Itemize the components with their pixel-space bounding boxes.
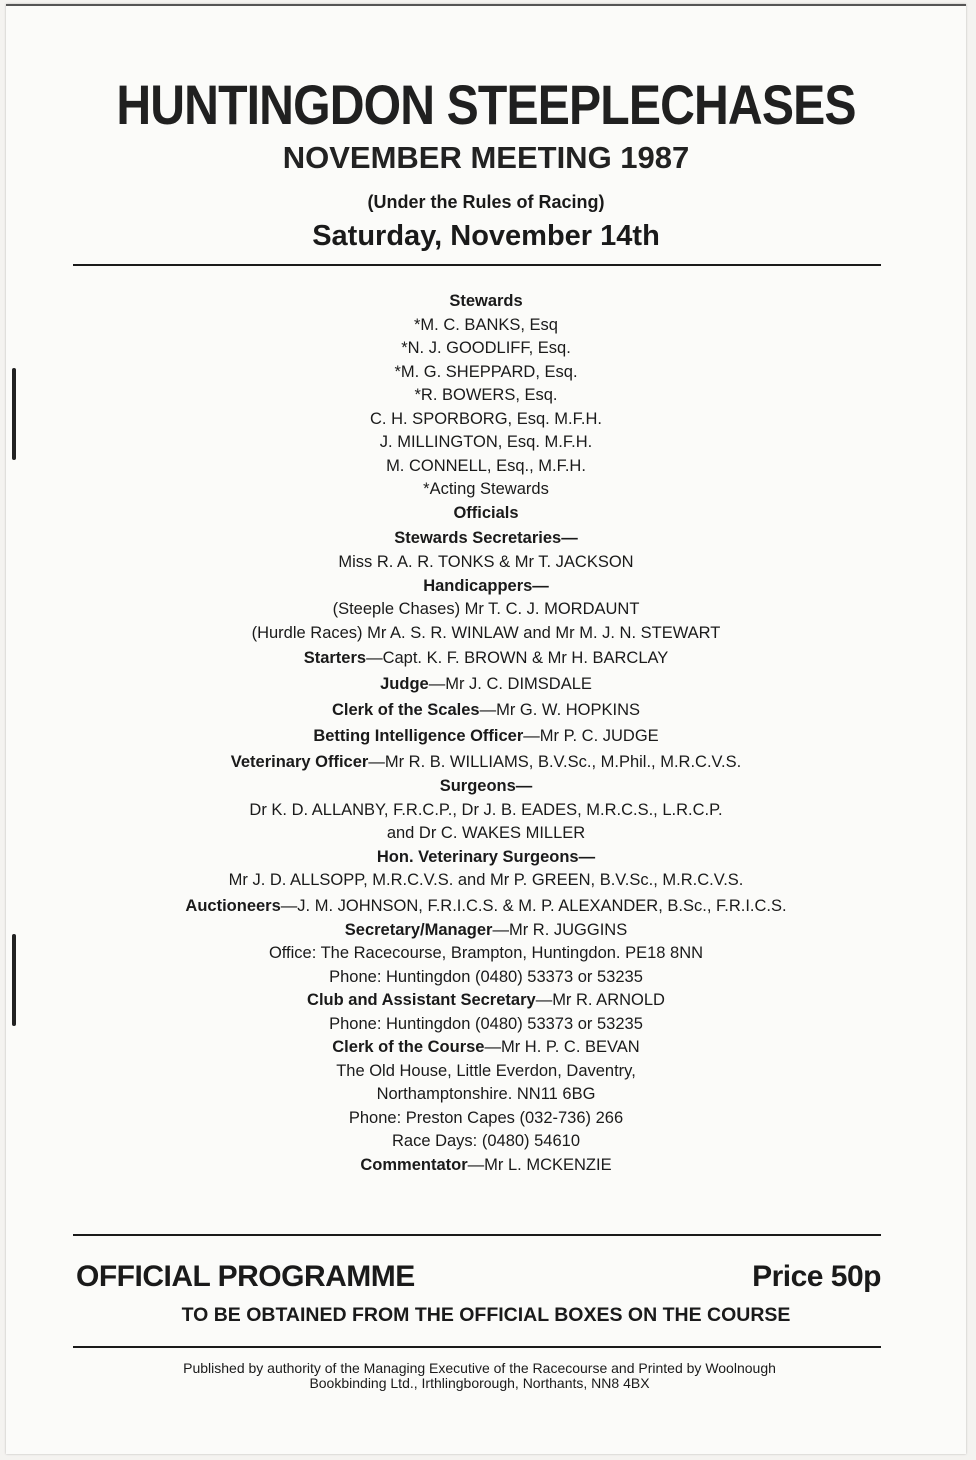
- footer-row: [76, 1260, 881, 1294]
- steward-name: *M. G. SHEPPARD, Esq.: [394, 362, 578, 381]
- officials-heading: Officials: [453, 503, 519, 522]
- betting-officer-value: —Mr P. C. JUDGE: [523, 727, 659, 745]
- commentator-line: [6, 1154, 966, 1178]
- acting-stewards-note: *Acting Stewards: [423, 480, 549, 498]
- handicappers-label: Handicappers—: [423, 576, 549, 595]
- office-address: Office: The Racecourse, Brampton, Huntingdon. PE18 8NN: [268, 944, 704, 962]
- commentator-value: —Mr L. MCKENZIE: [467, 1155, 612, 1174]
- starters-value: —Capt. K. F. BROWN & Mr H. BARCLAY: [366, 649, 669, 667]
- auctioneers-line: [6, 893, 966, 919]
- steward-name: C. H. SPORBORG, Esq. M.F.H.: [370, 409, 602, 428]
- steward-name: *R. BOWERS, Esq.: [414, 386, 558, 404]
- judge-label: Judge: [380, 675, 429, 693]
- divider-footer: [73, 1346, 881, 1348]
- steward-name: *M. C. BANKS, Esq: [414, 315, 558, 334]
- race-days-phone: Race Days: (0480) 54610: [391, 1132, 581, 1150]
- divider-bottom: [73, 1234, 881, 1236]
- auctioneers-label: Auctioneers: [185, 896, 281, 915]
- club-secretary-label: Club and Assistant Secretary: [307, 991, 536, 1009]
- surgeons-line-1: Dr K. D. ALLANBY, F.R.C.P., Dr J. B. EADES, M.R.C.S., L.R.C.P.: [249, 800, 723, 819]
- meeting-subtitle: NOVEMBER MEETING 1987: [282, 140, 690, 175]
- judge-line: [6, 671, 966, 697]
- clerk-course-label: Clerk of the Course: [332, 1038, 485, 1056]
- clerk-address-1: The Old House, Little Everdon, Daventry,: [336, 1061, 636, 1080]
- secretary-line: [6, 919, 966, 943]
- officials-list: [6, 290, 966, 1177]
- clerk-phone: Phone: Preston Capes (032-736) 266: [348, 1108, 624, 1127]
- clerk-course-line: [6, 1036, 966, 1060]
- commentator-label: Commentator: [360, 1155, 468, 1174]
- vet-officer-line: [6, 749, 966, 775]
- handicappers-hurdle: (Hurdle Races) Mr A. S. R. WINLAW and Mr M. J. N. STEWART: [251, 623, 721, 642]
- starters-label: Starters: [303, 649, 367, 667]
- clerk-address-2: Northamptonshire. NN11 6BG: [376, 1085, 596, 1103]
- stewards-heading: Stewards: [449, 292, 523, 310]
- programme-page: [6, 4, 966, 1454]
- steward-name: J. MILLINGTON, Esq. M.F.H.: [379, 433, 593, 451]
- clerk-course-value: —Mr H. P. C. BEVAN: [484, 1038, 640, 1056]
- judge-value: —Mr J. C. DIMSDALE: [428, 675, 592, 693]
- office-phone: Phone: Huntingdon (0480) 53373 or 53235: [329, 967, 643, 986]
- publisher-note: [72, 1361, 887, 1391]
- obtain-note: TO BE OBTAINED FROM THE OFFICIAL BOXES ON THE COURSE: [181, 1304, 791, 1326]
- steward-name: *N. J. GOODLIFF, Esq.: [401, 339, 571, 357]
- hon-vet-label: Hon. Veterinary Surgeons—: [376, 847, 596, 866]
- publisher-line-1: Published by authority of the Managing Executive of the Racecourse and Printed by Woolnough: [183, 1360, 776, 1376]
- vet-officer-label: Veterinary Officer: [230, 753, 369, 771]
- surgeons-label: Surgeons—: [439, 777, 533, 795]
- handicappers-steeple: (Steeple Chases) Mr T. C. J. MORDAUNT: [332, 600, 640, 618]
- page-title: HUNTINGDON STEEPLECHASES: [116, 73, 856, 136]
- steward-name: M. CONNELL, Esq., M.F.H.: [386, 456, 586, 475]
- price-label: Price 50p: [752, 1260, 881, 1293]
- club-secretary-line: [6, 989, 966, 1013]
- clerk-scales-label: Clerk of the Scales: [331, 701, 480, 719]
- divider-top: [73, 264, 881, 266]
- starters-line: [6, 645, 966, 671]
- betting-officer-label: Betting Intelligence Officer: [313, 727, 524, 745]
- secretary-label: Secretary/Manager: [344, 920, 493, 939]
- meeting-date: Saturday, November 14th: [312, 220, 660, 252]
- club-secretary-value: —Mr R. ARNOLD: [535, 991, 665, 1009]
- publisher-line-2: Bookbinding Ltd., Irthlingborough, Northants, NN8 4BX: [309, 1375, 650, 1391]
- stewards-secretaries-value: Miss R. A. R. TONKS & Mr T. JACKSON: [338, 553, 634, 571]
- surgeons-line-2: and Dr C. WAKES MILLER: [386, 824, 586, 842]
- secretary-value: —Mr R. JUGGINS: [492, 920, 628, 939]
- vet-officer-value: —Mr R. B. WILLIAMS, B.V.Sc., M.Phil., M.R.C.V.S.: [368, 753, 742, 771]
- clerk-scales-line: [6, 697, 966, 723]
- hon-vet-value: Mr J. D. ALLSOPP, M.R.C.V.S. and Mr P. GREEN, B.V.Sc., M.R.C.V.S.: [228, 871, 744, 889]
- official-programme-label: OFFICIAL PROGRAMME: [76, 1260, 415, 1293]
- auctioneers-value: —J. M. JOHNSON, F.R.I.C.S. & M. P. ALEXANDER, B.Sc., F.R.I.C.S.: [280, 896, 787, 915]
- stewards-secretaries-label: Stewards Secretaries—: [394, 529, 578, 547]
- clerk-scales-value: —Mr G. W. HOPKINS: [479, 701, 641, 719]
- rules-note: (Under the Rules of Racing): [367, 192, 605, 212]
- club-phone: Phone: Huntingdon (0480) 53373 or 53235: [329, 1014, 643, 1033]
- betting-officer-line: [6, 723, 966, 749]
